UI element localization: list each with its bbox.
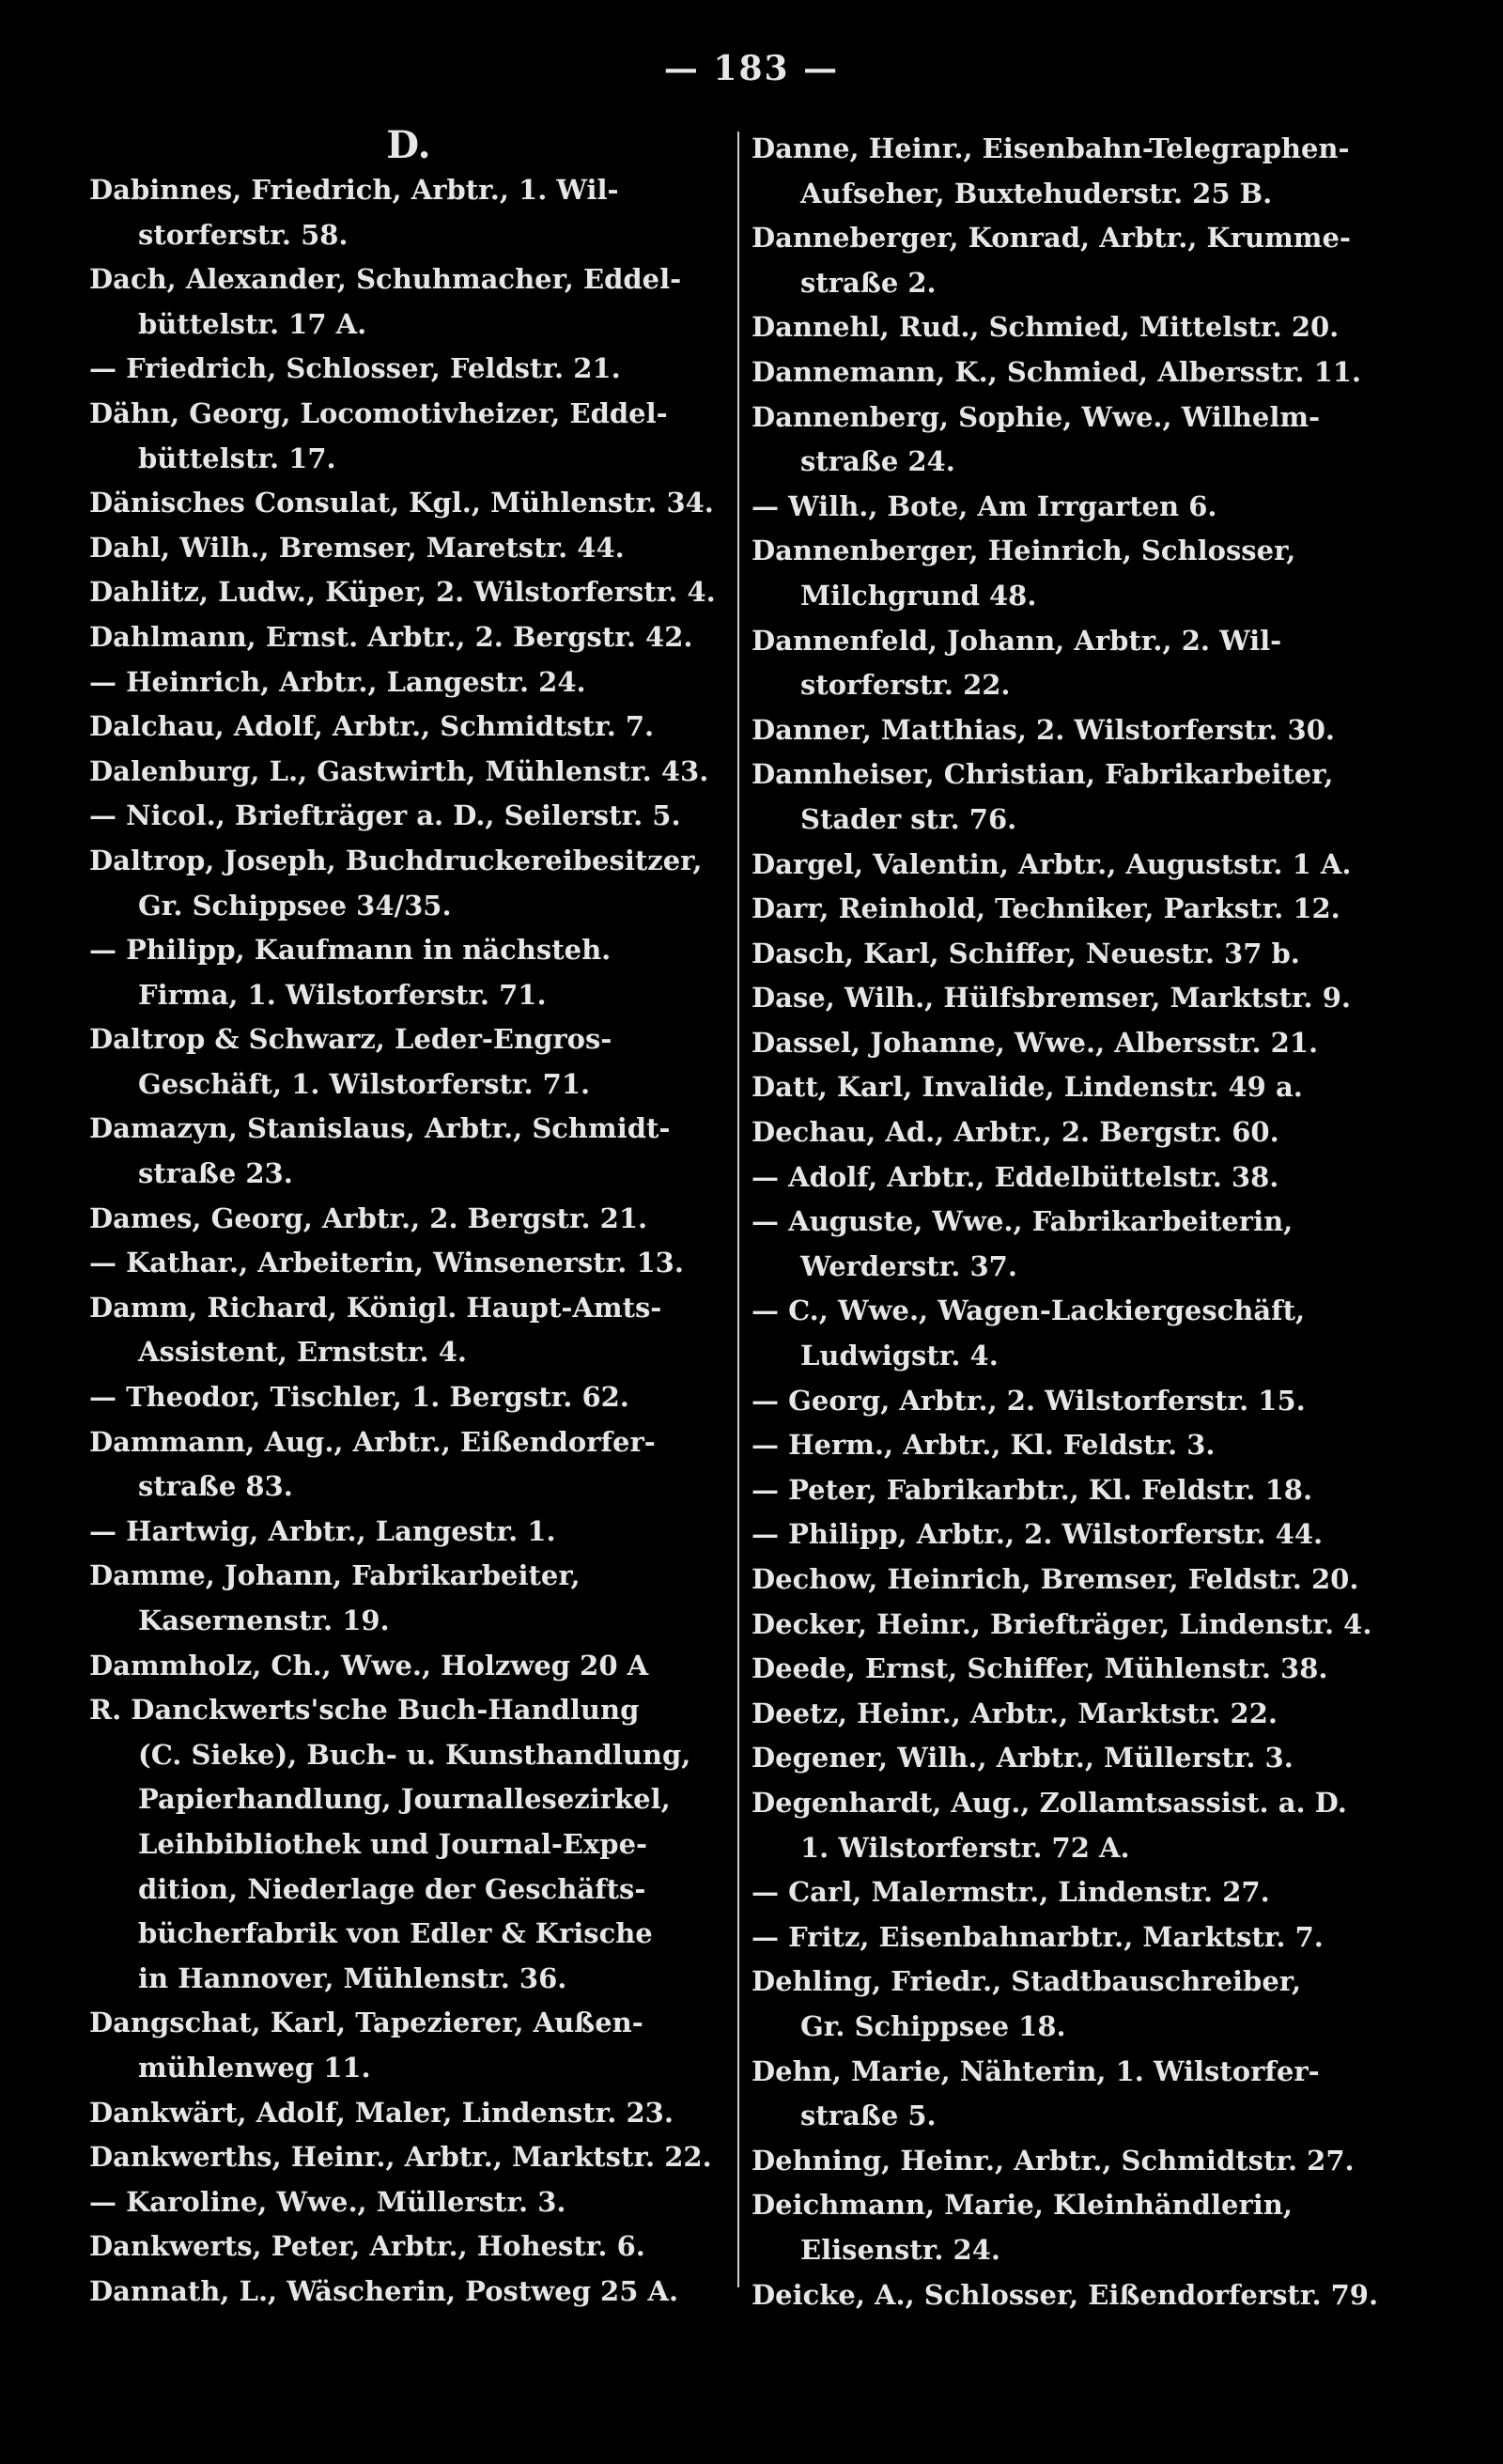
directory-entry [89, 570, 728, 615]
entry-line: — Kathar., Arbeiterin, Winsenerstr. 13. [89, 1247, 684, 1279]
directory-entry [89, 2180, 728, 2225]
entry-line: Deetz, Heinr., Arbtr., Marktstr. 22. [752, 1697, 1278, 1729]
directory-entry [752, 1736, 1400, 1781]
entry-line: Damm, Richard, Königl. Haupt-Amts- [89, 1291, 662, 1324]
directory-entry [752, 1110, 1400, 1155]
directory-entry [89, 1241, 728, 1286]
entry-line: Dalenburg, L., Gastwirth, Mühlenstr. 43. [89, 754, 709, 787]
entry-line: Dammholz, Ch., Wwe., Holzweg 20 A [89, 1649, 649, 1681]
entry-continuation-line: Geschäft, 1. Wilstorferstr. 71. [138, 1067, 591, 1100]
entry-continuation-line: Stader str. 76. [800, 802, 1017, 835]
directory-entry [752, 395, 1400, 485]
directory-entry [752, 1692, 1400, 1737]
entry-line: Dassel, Johanne, Wwe., Albersstr. 21. [752, 1026, 1319, 1059]
entry-continuation-line: (C. Sieke), Buch- u. Kunsthandlung, [138, 1738, 691, 1771]
entry-line: Dahlitz, Ludw., Küper, 2. Wilstorferstr. 4. [89, 576, 716, 609]
left-column [89, 123, 728, 2315]
entry-line: Dehn, Marie, Nähterin, 1. Wilstorfer- [752, 2054, 1320, 2087]
entry-line: Danne, Heinr., Eisenbahn-Telegraphen- [752, 132, 1350, 164]
entry-line: — Peter, Fabrikarbtr., Kl. Feldstr. 18. [752, 1473, 1313, 1506]
entry-line: Dankwerts, Peter, Arbtr., Hohestr. 6. [89, 2230, 645, 2263]
directory-entry [752, 1512, 1400, 1557]
entry-line: Degener, Wilh., Arbtr., Müllerstr. 3. [752, 1742, 1294, 1774]
directory-entry [89, 481, 728, 526]
entry-continuation-line: Gr. Schippsee 18. [800, 2009, 1066, 2042]
directory-entry [752, 2183, 1400, 2272]
directory-entry [752, 1155, 1400, 1201]
directory-entry [752, 752, 1400, 842]
entry-line: R. Danckwerts'sche Buch-Handlung [89, 1694, 640, 1727]
right-entries [752, 127, 1400, 2317]
entry-line: Deede, Ernst, Schiffer, Mühlenstr. 38. [752, 1652, 1328, 1685]
entry-line: Dammann, Aug., Arbtr., Eißendorfer- [89, 1425, 656, 1458]
directory-entry [752, 1647, 1400, 1692]
entry-continuation-line: Milchgrund 48. [800, 579, 1037, 612]
directory-entry [89, 1286, 728, 1375]
directory-entry [752, 1021, 1400, 1066]
entry-continuation-line: Papierhandlung, Journallesezirkel, [138, 1783, 671, 1816]
directory-entry [752, 1423, 1400, 1468]
directory-entry [89, 794, 728, 839]
entry-line: Dalchau, Adolf, Arbtr., Schmidtstr. 7. [89, 710, 655, 743]
entry-line: — Friedrich, Schlosser, Feldstr. 21. [89, 352, 621, 385]
column-divider [737, 132, 739, 2287]
entry-line: — Wilh., Bote, Am Irrgarten 6. [752, 489, 1217, 522]
entry-line: Dahlmann, Ernst. Arbtr., 2. Bergstr. 42. [89, 620, 693, 653]
entry-line: Dannenberger, Heinrich, Schlosser, [752, 535, 1296, 567]
directory-entry [89, 1554, 728, 1643]
entry-line: — Nicol., Briefträger a. D., Seilerstr. 5. [89, 799, 681, 832]
directory-entry [752, 1065, 1400, 1110]
directory-entry [752, 216, 1400, 305]
directory-entry [752, 485, 1400, 530]
entry-line: Dasch, Karl, Schiffer, Neuestr. 37 b. [752, 937, 1300, 969]
directory-entry [89, 839, 728, 928]
entry-line: Dechau, Ad., Arbtr., 2. Bergstr. 60. [752, 1116, 1279, 1149]
directory-entry [89, 705, 728, 750]
directory-entry [89, 1107, 728, 1196]
entry-line: Dannheiser, Christian, Fabrikarbeiter, [752, 758, 1334, 791]
directory-entry [752, 843, 1400, 888]
directory-entry [752, 1289, 1400, 1378]
section-heading: D. [386, 123, 431, 167]
entry-line: Deicke, A., Schlosser, Eißendorferstr. 79. [752, 2278, 1379, 2311]
directory-entry [752, 1379, 1400, 1424]
directory-entry [752, 1557, 1400, 1603]
entry-line: Deichmann, Marie, Kleinhändlerin, [752, 2189, 1293, 2222]
directory-entry [89, 2224, 728, 2270]
entry-line: Decker, Heinr., Briefträger, Lindenstr. 4. [752, 1607, 1372, 1640]
entry-line: — Adolf, Arbtr., Eddelbüttelstr. 38. [752, 1160, 1279, 1193]
directory-entry [89, 750, 728, 795]
directory-entry [752, 1781, 1400, 1870]
directory-entry [752, 350, 1400, 395]
directory-entry [752, 1960, 1400, 2049]
entry-line: — Carl, Malermstr., Lindenstr. 27. [752, 1876, 1270, 1909]
entry-line: Dase, Wilh., Hülfsbremser, Marktstr. 9. [752, 982, 1351, 1015]
entry-continuation-line: dition, Niederlage der Geschäfts- [138, 1872, 646, 1905]
directory-entry [752, 1468, 1400, 1513]
entry-line: Daltrop, Joseph, Buchdruckereibesitzer, [89, 844, 703, 876]
directory-entry [752, 619, 1400, 708]
directory-entry [89, 615, 728, 660]
entry-continuation-line: büttelstr. 17. [138, 442, 336, 474]
entry-line: Damazyn, Stanislaus, Arbtr., Schmidt- [89, 1112, 671, 1145]
entry-line: — Hartwig, Arbtr., Langestr. 1. [89, 1514, 556, 1547]
entry-line: — Philipp, Kaufmann in nächsteh. [89, 934, 612, 967]
directory-entry [89, 257, 728, 347]
entry-line: — Karoline, Wwe., Müllerstr. 3. [89, 2185, 566, 2218]
entry-line: Dangschat, Karl, Tapezierer, Außen- [89, 2007, 643, 2039]
directory-entry [752, 2139, 1400, 2184]
entry-line: Dankwärt, Adolf, Maler, Lindenstr. 23. [89, 2096, 674, 2129]
entry-line: — Fritz, Eisenbahnarbtr., Marktstr. 7. [752, 1920, 1324, 1953]
entry-continuation-line: straße 23. [138, 1157, 293, 1190]
directory-entry [89, 2091, 728, 2136]
entry-line: Danner, Matthias, 2. Wilstorferstr. 30. [752, 713, 1336, 746]
directory-entry [752, 127, 1400, 216]
entry-continuation-line: straße 5. [800, 2100, 937, 2132]
entry-continuation-line: straße 83. [138, 1470, 293, 1503]
entry-continuation-line: 1. Wilstorferstr. 72 A. [800, 1831, 1130, 1864]
directory-entry [89, 2270, 728, 2315]
entry-continuation-line: Gr. Schippsee 34/35. [138, 889, 452, 922]
entry-line: — Theodor, Tischler, 1. Bergstr. 62. [89, 1381, 629, 1414]
entry-line: Dankwerths, Heinr., Arbtr., Marktstr. 22. [89, 2141, 712, 2174]
entry-line: — Auguste, Wwe., Fabrikarbeiterin, [752, 1205, 1294, 1238]
entry-continuation-line: bücherfabrik von Edler & Krische [138, 1917, 653, 1950]
entry-line: Dames, Georg, Arbtr., 2. Bergstr. 21. [89, 1201, 648, 1234]
directory-entry [752, 305, 1400, 350]
entry-line: Darr, Reinhold, Techniker, Parkstr. 12. [752, 892, 1340, 925]
entry-line: Dannath, L., Wäscherin, Postweg 25 A. [89, 2274, 679, 2307]
directory-entry [752, 2050, 1400, 2139]
directory-entry [752, 2273, 1400, 2318]
right-column [752, 127, 1400, 2317]
entry-line: Dannenberg, Sophie, Wwe., Wilhelm- [752, 400, 1321, 433]
directory-entry [89, 1644, 728, 1689]
directory-entry [89, 1420, 728, 1510]
left-entries [89, 168, 728, 2315]
entry-line: — C., Wwe., Wagen-Lackiergeschäft, [752, 1294, 1306, 1327]
entry-line: Datt, Karl, Invalide, Lindenstr. 49 a. [752, 1071, 1303, 1104]
entry-line: Dechow, Heinrich, Bremser, Feldstr. 20. [752, 1563, 1359, 1595]
directory-entry [752, 932, 1400, 977]
directory-entry [752, 708, 1400, 753]
entry-line: Dabinnes, Friedrich, Arbtr., 1. Wil- [89, 174, 619, 206]
entry-line: Dahl, Wilh., Bremser, Maretstr. 44. [89, 531, 625, 564]
directory-entry [752, 1870, 1400, 1915]
directory-entry [89, 1688, 728, 2001]
directory-entry [89, 168, 728, 257]
directory-entry [89, 2135, 728, 2180]
directory-entry [752, 976, 1400, 1021]
entry-continuation-line: Kasernenstr. 19. [138, 1604, 390, 1636]
entry-line: Dannemann, K., Schmied, Albersstr. 11. [752, 355, 1362, 388]
entry-continuation-line: Assistent, Ernststr. 4. [138, 1336, 468, 1369]
directory-entry [89, 2001, 728, 2090]
entry-line: — Heinrich, Arbtr., Langestr. 24. [89, 665, 586, 698]
directory-entry [89, 526, 728, 571]
entry-continuation-line: Firma, 1. Wilstorferstr. 71. [138, 978, 547, 1011]
directory-entry [89, 347, 728, 392]
entry-line: — Georg, Arbtr., 2. Wilstorferstr. 15. [752, 1384, 1306, 1417]
directory-entry [752, 529, 1400, 618]
entry-continuation-line: Ludwigstr. 4. [800, 1340, 999, 1372]
entry-continuation-line: Werderstr. 37. [800, 1249, 1017, 1282]
entry-line: — Philipp, Arbtr., 2. Wilstorferstr. 44. [752, 1518, 1324, 1551]
entry-continuation-line: straße 24. [800, 445, 955, 478]
entry-continuation-line: in Hannover, Mühlenstr. 36. [138, 1961, 567, 1994]
directory-entry [752, 887, 1400, 932]
entry-continuation-line: Leihbibliothek und Journal-Expe- [138, 1827, 648, 1860]
entry-line: Dehling, Friedr., Stadtbauschreiber, [752, 1965, 1302, 1998]
directory-entry [89, 928, 728, 1017]
directory-entry [89, 1017, 728, 1107]
directory-entry [752, 1915, 1400, 1960]
entry-continuation-line: storferstr. 58. [138, 218, 349, 251]
entry-line: Daltrop & Schwarz, Leder-Engros- [89, 1023, 612, 1056]
entry-line: Dach, Alexander, Schuhmacher, Eddel- [89, 263, 682, 296]
entry-line: Dehning, Heinr., Arbtr., Schmidtstr. 27. [752, 2144, 1355, 2177]
directory-entry [752, 1200, 1400, 1289]
entry-line: — Herm., Arbtr., Kl. Feldstr. 3. [752, 1429, 1216, 1462]
entry-continuation-line: storferstr. 22. [800, 669, 1011, 702]
directory-entry [89, 660, 728, 705]
entry-line: Dargel, Valentin, Arbtr., Auguststr. 1 A. [752, 847, 1352, 880]
directory-entry [89, 1197, 728, 1242]
entry-line: Damme, Johann, Fabrikarbeiter, [89, 1559, 581, 1592]
entry-line: Dänisches Consulat, Kgl., Mühlenstr. 34. [89, 487, 714, 519]
entry-line: Dähn, Georg, Locomotivheizer, Eddel- [89, 396, 668, 429]
directory-entry [752, 1603, 1400, 1648]
directory-entry [89, 1510, 728, 1555]
entry-line: Danneberger, Konrad, Arbtr., Krumme- [752, 222, 1351, 255]
page-number: — 183 — [663, 49, 840, 88]
entry-line: Dannehl, Rud., Schmied, Mittelstr. 20. [752, 311, 1340, 344]
entry-line: Degenhardt, Aug., Zollamtsassist. a. D. [752, 1786, 1347, 1819]
directory-entry [89, 1375, 728, 1420]
entry-continuation-line: mühlenweg 11. [138, 2051, 371, 2084]
entry-line: Dannenfeld, Johann, Arbtr., 2. Wil- [752, 624, 1282, 657]
entry-continuation-line: Aufseher, Buxtehuderstr. 25 B. [800, 177, 1273, 209]
entry-continuation-line: straße 2. [800, 266, 937, 299]
entry-continuation-line: Elisenstr. 24. [800, 2233, 1000, 2266]
directory-entry [89, 392, 728, 481]
entry-continuation-line: büttelstr. 17 A. [138, 307, 367, 340]
